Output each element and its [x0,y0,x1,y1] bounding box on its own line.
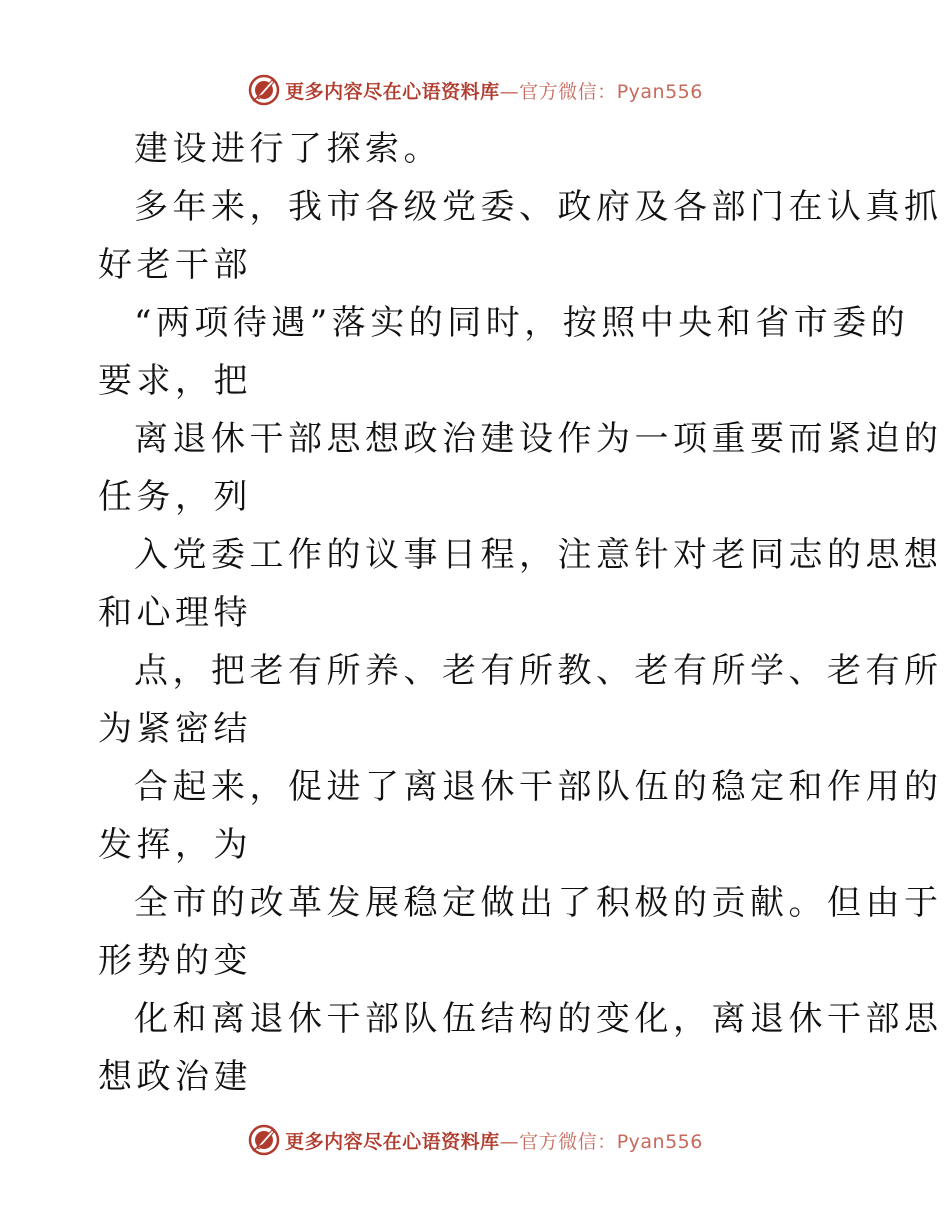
text-line: “两项待遇”落实的同时，按照中央和省市委的 [134,303,910,343]
text-line: 建设进行了探索。 [134,129,442,169]
header-banner [0,70,950,110]
text-line: 形势的变 [98,941,252,981]
text-line: 合起来，促进了离退休干部队伍的稳定和作用的 [134,767,943,807]
text-line: 和心理特 [98,593,252,633]
text-line: 化和离退休干部队伍结构的变化，离退休干部思 [134,999,943,1039]
text-line: 入党委工作的议事日程，注意针对老同志的思想 [134,535,943,575]
quill-pen-logo-icon [247,73,281,107]
header-banner-text: 更多内容尽在心语资料库—官方微信：Pyan556 [285,80,703,103]
text-line: 任务，列 [98,477,252,517]
footer-banner [0,1120,950,1160]
text-line: 为紧密结 [98,709,252,749]
text-line: 点，把老有所养、老有所教、老有所学、老有所 [134,651,943,691]
document-body [98,120,943,1106]
quill-pen-logo-icon [247,1123,281,1157]
text-line: 要求，把 [98,361,252,401]
text-line: 多年来，我市各级党委、政府及各部门在认真抓 [134,187,943,227]
footer-banner-text: 更多内容尽在心语资料库—官方微信：Pyan556 [285,1130,703,1153]
text-line: 全市的改革发展稳定做出了积极的贡献。但由于 [134,883,943,923]
text-line: 想政治建 [98,1057,252,1097]
text-line: 好老干部 [98,245,252,285]
text-line: 离退休干部思想政治建设作为一项重要而紧迫的 [134,419,943,459]
text-line: 发挥，为 [98,825,252,865]
